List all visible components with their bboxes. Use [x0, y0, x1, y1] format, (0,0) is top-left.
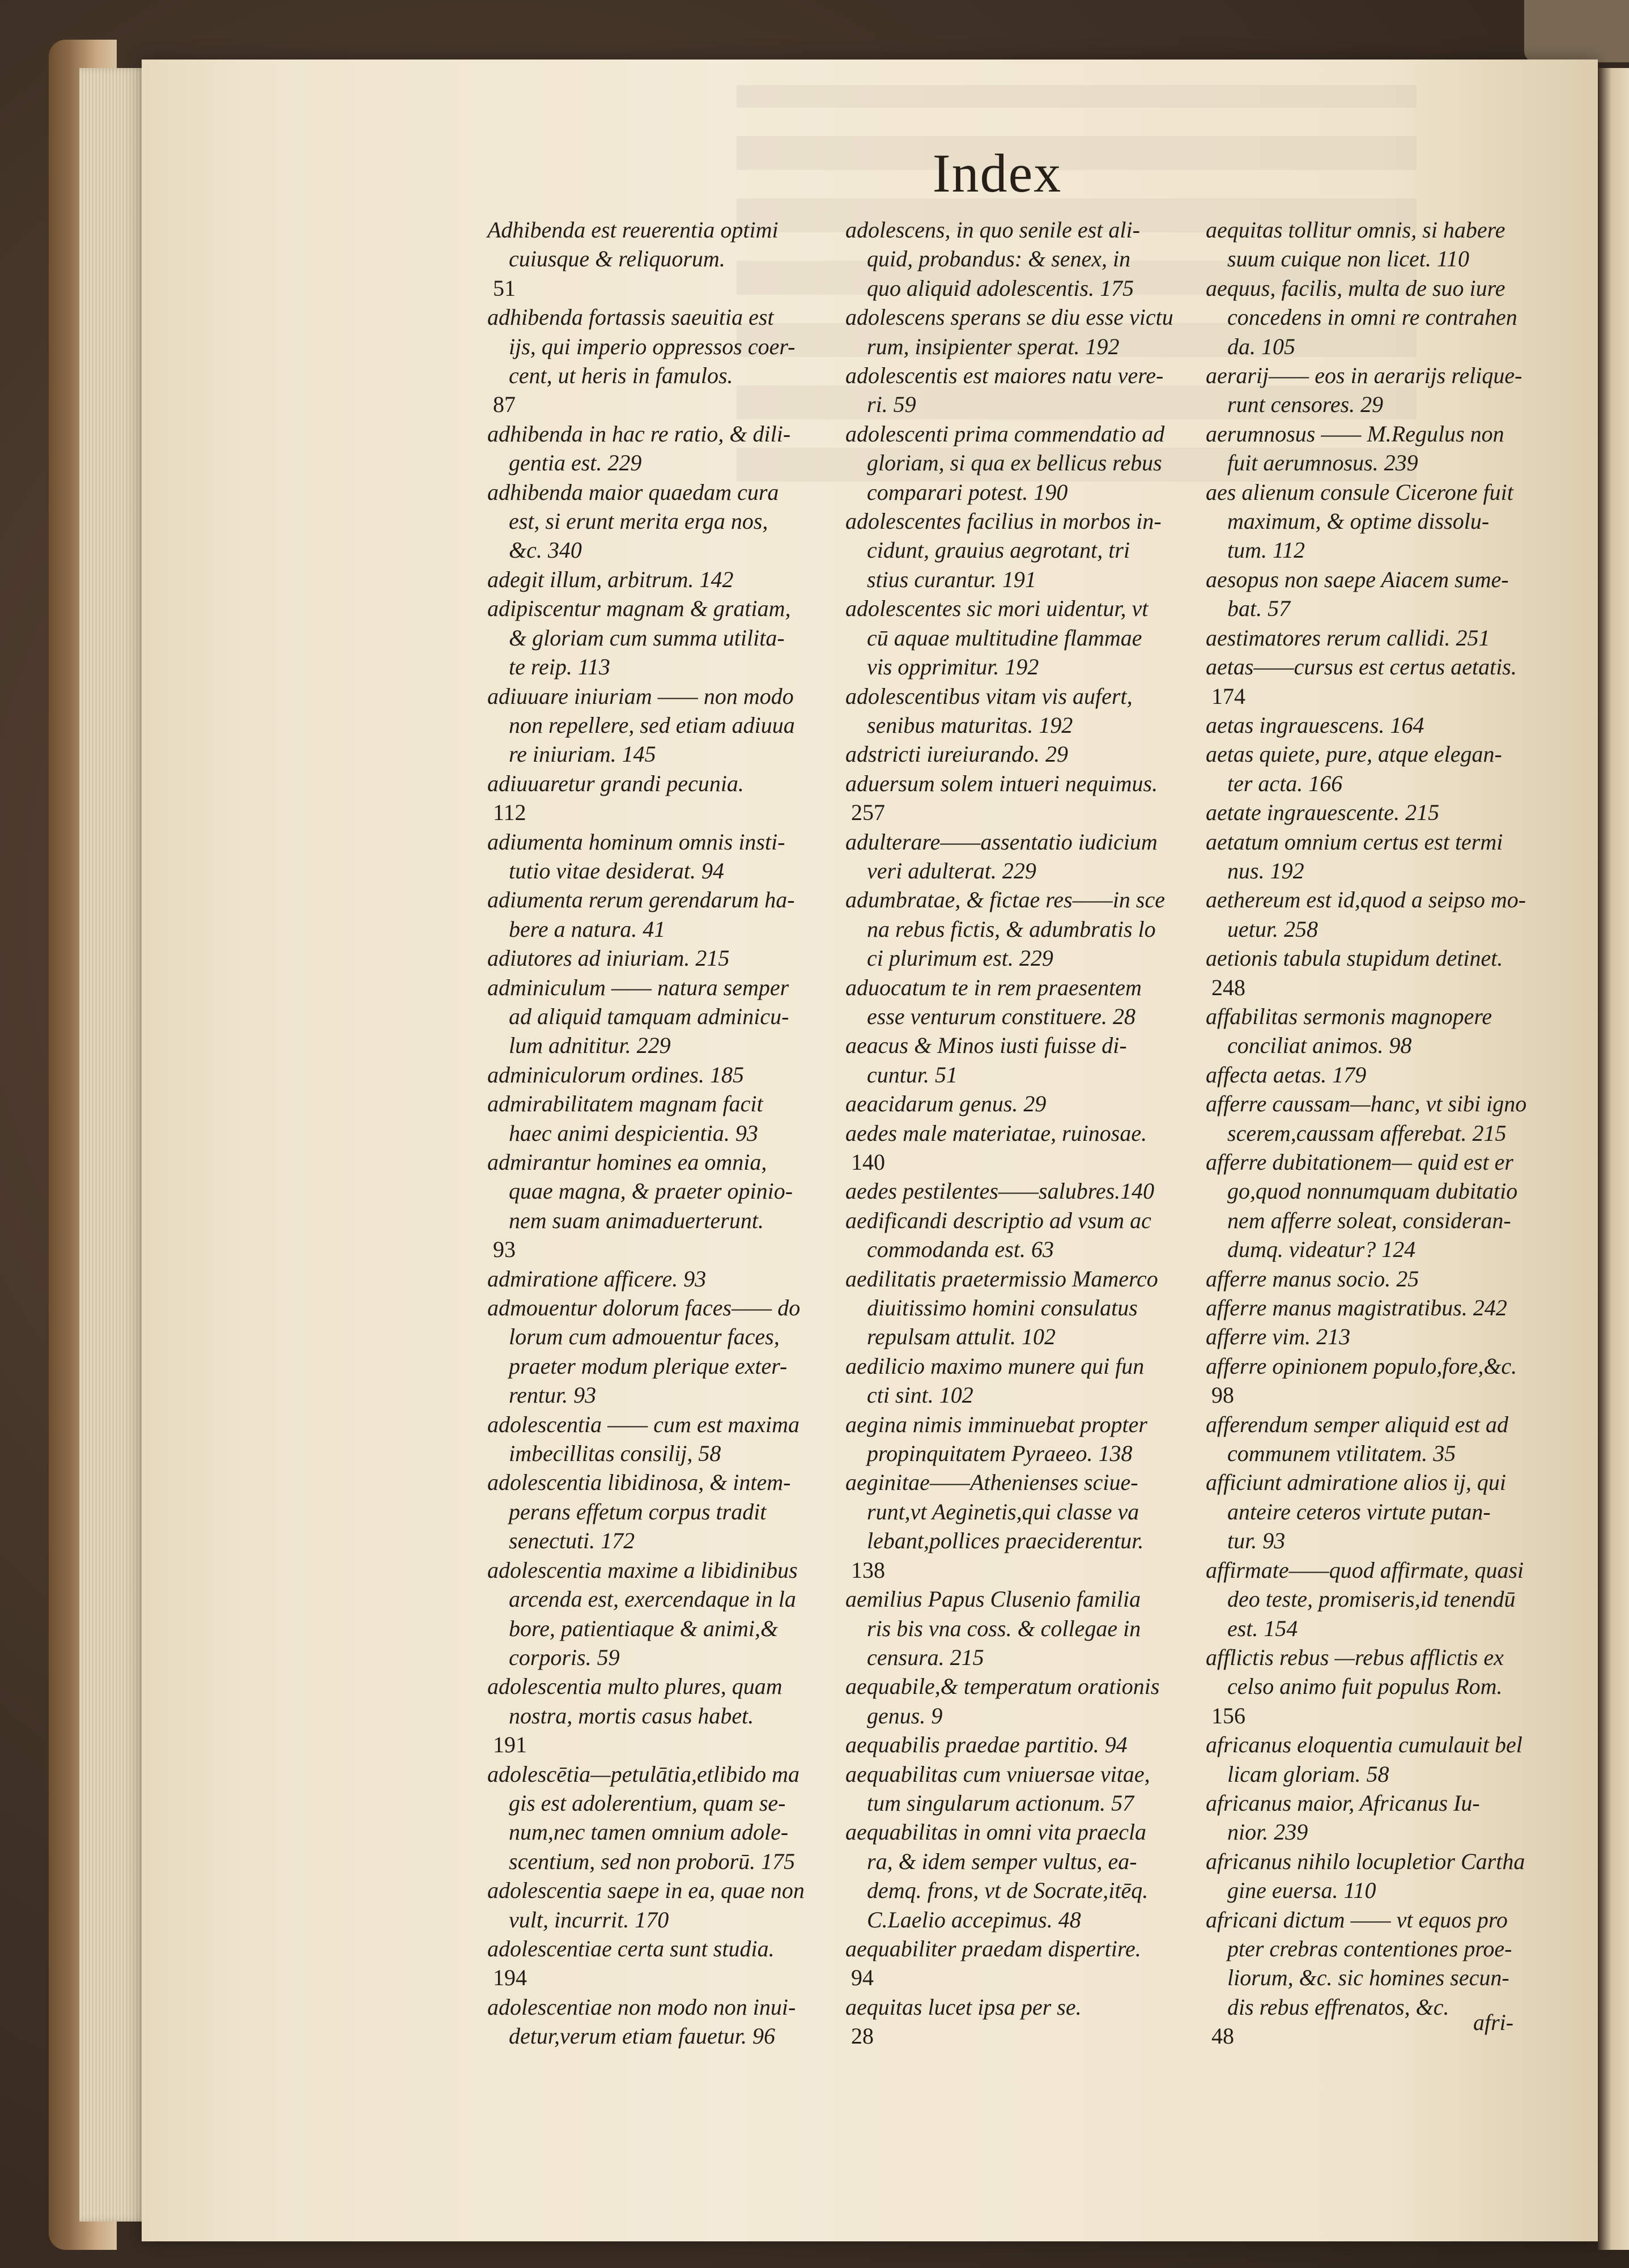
index-line: aequus, facilis, multa de suo iure: [1206, 275, 1505, 301]
index-line: adolescentia multo plures, quam: [487, 1674, 782, 1700]
facing-page-edge: [1598, 68, 1629, 2250]
index-line: re iniuriam. 145: [509, 741, 656, 767]
index-line: adolescens, in quo senile est ali-: [845, 217, 1140, 243]
index-line: aethereum est id,quod a seipso mo-: [1206, 887, 1526, 913]
index-line: rentur. 93: [509, 1382, 597, 1408]
index-line: cuiusque & reliquorum.: [509, 246, 725, 272]
index-line: cū aquae multitudine flammae: [867, 625, 1142, 651]
index-line: praeter modum plerique exter-: [509, 1353, 788, 1379]
index-line: aetas ingrauescens. 164: [1206, 712, 1424, 738]
index-line: 48: [1211, 2023, 1234, 2049]
index-line: admiratione afficere. 93: [487, 1265, 707, 1292]
index-line: admirabilitatem magnam facit: [487, 1091, 763, 1117]
index-line: licam gloriam. 58: [1227, 1761, 1389, 1787]
index-line: non repellere, sed etiam adiuua: [509, 712, 795, 738]
index-line: aequitas tollitur omnis, si habere: [1206, 217, 1505, 243]
index-line: cent, ut heris in famulos.: [509, 363, 733, 389]
index-line: stius curantur. 191: [867, 566, 1036, 592]
index-line: afferre dubitationem— quid est er: [1206, 1149, 1513, 1175]
index-line: tutio vitae desiderat. 94: [509, 857, 724, 884]
index-line: te reip. 113: [509, 654, 610, 680]
index-line: aetionis tabula stupidum detinet.: [1206, 945, 1503, 971]
index-line: aduocatum te in rem praesentem: [845, 974, 1142, 1000]
index-line: genus. 9: [867, 1702, 943, 1728]
index-line: aeacus & Minos iusti fuisse di-: [845, 1033, 1127, 1059]
index-line: africanus nihilo locupletior Cartha: [1206, 1848, 1525, 1874]
index-line: demq. frons, vt de Socrate,itēq.: [867, 1878, 1149, 1904]
index-line: 140: [851, 1149, 885, 1175]
index-line: conciliat animos. 98: [1227, 1033, 1412, 1059]
index-line: adulterare——assentatio iudicium: [845, 829, 1158, 855]
index-line: dumq. videatur? 124: [1227, 1237, 1416, 1263]
index-line: afferre vim. 213: [1206, 1324, 1351, 1350]
index-line: adumbratae, & fictae res——in sce: [845, 887, 1166, 913]
index-line: tur. 93: [1227, 1528, 1286, 1554]
index-line: esse venturum constituere. 28: [867, 1003, 1135, 1029]
index-line: & gloriam cum summa utilita-: [509, 625, 785, 651]
index-line: aemilius Papus Clusenio familia: [845, 1586, 1141, 1612]
index-line: quae magna, & praeter opinio-: [509, 1178, 793, 1204]
index-line: africanus maior, Africanus Iu-: [1206, 1790, 1480, 1816]
index-line: affabilitas sermonis magnopere: [1206, 1003, 1492, 1029]
index-line: affecta aetas. 179: [1206, 1061, 1367, 1088]
index-line: 94: [851, 1965, 874, 1991]
index-line: est, si erunt merita erga nos,: [509, 508, 768, 534]
index-line: aeginitae——Athenienses sciue-: [845, 1469, 1138, 1496]
index-line: 87: [493, 392, 516, 418]
index-line: liorum, &c. sic homines secun-: [1227, 1965, 1509, 1991]
index-line: ijs, qui imperio oppressos coer-: [509, 333, 796, 359]
index-line: lebant,pollices praeciderentur.: [867, 1528, 1144, 1554]
index-line: corporis. 59: [509, 1644, 620, 1670]
index-line: afflictis rebus —rebus afflictis ex: [1206, 1644, 1504, 1670]
index-line: repulsam attulit. 102: [867, 1324, 1056, 1350]
index-line: commodanda est. 63: [867, 1237, 1054, 1263]
index-line: rum, insipienter sperat. 192: [867, 333, 1120, 359]
index-line: adolescentes sic mori uidentur, vt: [845, 596, 1149, 622]
index-line: afferre manus socio. 25: [1206, 1265, 1419, 1292]
index-line: adolescentibus vitam vis aufert,: [845, 683, 1133, 709]
index-line: perans effetum corpus tradit: [509, 1498, 767, 1524]
index-line: maximum, & optime dissolu-: [1227, 508, 1490, 534]
index-line: 98: [1211, 1382, 1234, 1408]
index-line: gentia est. 229: [509, 450, 642, 476]
index-line: Adhibenda est reuerentia optimi: [487, 217, 779, 243]
index-line: aetas quiete, pure, atque elegan-: [1206, 741, 1502, 767]
index-line: 51: [493, 275, 516, 301]
index-line: adegit illum, arbitrum. 142: [487, 566, 734, 592]
index-line: nem suam animaduerterunt.: [509, 1207, 764, 1233]
index-line: nior. 239: [1227, 1819, 1308, 1845]
index-line: adolescentia maxime a libidinibus: [487, 1557, 798, 1583]
index-line: runt,vt Aeginetis,qui classe va: [867, 1498, 1139, 1524]
index-line: adolescentia saepe in ea, quae non: [487, 1878, 805, 1904]
index-line: ris bis vna coss. & collegae in: [867, 1615, 1141, 1641]
index-line: aes alienum consule Cicerone fuit: [1206, 479, 1513, 505]
index-line: aequabilitas cum vniuersae vitae,: [845, 1761, 1150, 1787]
index-line: aetas——cursus est certus aetatis.: [1206, 654, 1517, 680]
index-line: 174: [1211, 683, 1245, 709]
index-line: deo teste, promiseris,id tenendū: [1227, 1586, 1516, 1612]
book-clasp: [1524, 0, 1629, 62]
index-line: adolescentiae certa sunt studia.: [487, 1935, 775, 1961]
index-line: diuitissimo homini consulatus: [867, 1295, 1138, 1321]
index-line: gloriam, si qua ex bellicus rebus: [867, 450, 1162, 476]
index-column-1: [487, 215, 833, 2051]
index-line: bat. 57: [1227, 596, 1291, 622]
index-line: quid, probandus: & senex, in: [867, 246, 1131, 272]
index-column-3: [1206, 215, 1551, 2051]
index-line: lum adnititur. 229: [509, 1033, 671, 1059]
index-line: bore, patientiaque & animi,&: [509, 1615, 779, 1641]
index-line: aedes pestilentes——salubres.140: [845, 1178, 1155, 1204]
index-line: bere a natura. 41: [509, 916, 666, 942]
index-line: adolescentia libidinosa, & intem-: [487, 1469, 791, 1496]
index-line: adminiculorum ordines. 185: [487, 1061, 744, 1088]
index-line: detur,verum etiam fauetur. 96: [509, 2023, 775, 2049]
index-line: C.Laelio accepimus. 48: [867, 1906, 1081, 1933]
index-line: aequabilitas in omni vita praecla: [845, 1819, 1147, 1845]
index-line: cti sint. 102: [867, 1382, 973, 1408]
index-line: ad aliquid tamquam adminicu-: [509, 1003, 789, 1029]
index-line: cuntur. 51: [867, 1061, 958, 1088]
index-line: nus. 192: [1227, 857, 1304, 884]
index-line: imbecillitas consilij, 58: [509, 1441, 721, 1467]
index-line: gine euersa. 110: [1227, 1878, 1376, 1904]
index-line: num,nec tamen omnium adole-: [509, 1819, 789, 1845]
index-line: aetate ingrauescente. 215: [1206, 800, 1440, 826]
index-line: adhibenda fortassis saeuitia est: [487, 304, 774, 330]
index-line: communem vtilitatem. 35: [1227, 1441, 1456, 1467]
index-line: adhibenda in hac re ratio, & dili-: [487, 421, 791, 447]
page-edges: [79, 68, 147, 2222]
index-line: aequabile,& temperatum orationis: [845, 1674, 1160, 1700]
index-line: adolescenti prima commendatio ad: [845, 421, 1165, 447]
index-line: admirantur homines ea omnia,: [487, 1149, 767, 1175]
index-line: ter acta. 166: [1227, 770, 1343, 796]
catchword: afri-: [1473, 2010, 1514, 2035]
index-line: adiuuare iniuriam —— non modo: [487, 683, 794, 709]
index-line: aequabiliter praedam dispertire.: [845, 1935, 1141, 1961]
index-line: fuit aerumnosus. 239: [1227, 450, 1418, 476]
index-line: adstricti iureiurando. 29: [845, 741, 1068, 767]
index-line: tum singularum actionum. 57: [867, 1790, 1134, 1816]
index-line: runt censores. 29: [1227, 392, 1384, 418]
index-line: quo aliquid adolescentis. 175: [867, 275, 1134, 301]
index-line: dis rebus effrenatos, &c.: [1227, 1994, 1449, 2020]
index-line: 93: [493, 1237, 516, 1263]
index-line: haec animi despicientia. 93: [509, 1120, 758, 1146]
index-line: na rebus fictis, & adumbratis lo: [867, 916, 1156, 942]
index-line: adhibenda maior quaedam cura: [487, 479, 779, 505]
index-line: scerem,caussam afferebat. 215: [1227, 1120, 1507, 1146]
index-line: concedens in omni re contrahen: [1227, 304, 1517, 330]
index-line: 156: [1211, 1702, 1245, 1728]
index-line: adiutores ad iniuriam. 215: [487, 945, 730, 971]
index-line: afferendum semper aliquid est ad: [1206, 1411, 1509, 1437]
index-line: nostra, mortis casus habet.: [509, 1702, 754, 1728]
index-line: arcenda est, exercendaque in la: [509, 1586, 796, 1612]
index-line: adolescētia—petulātia,etlibido ma: [487, 1761, 800, 1787]
index-line: afficiunt admiratione alios ij, qui: [1206, 1469, 1506, 1496]
index-line: adiuuaretur grandi pecunia.: [487, 770, 744, 796]
index-line: anteire ceteros virtute putan-: [1227, 1498, 1491, 1524]
index-line: adolescentiae non modo non inui-: [487, 1994, 796, 2020]
index-line: 28: [851, 2023, 874, 2049]
index-line: aduersum solem intueri nequimus.: [845, 770, 1158, 796]
index-line: adiumenta rerum gerendarum ha-: [487, 887, 795, 913]
index-line: 112: [493, 800, 526, 826]
index-line: comparari potest. 190: [867, 479, 1068, 505]
index-line: aesopus non saepe Aiacem sume-: [1206, 566, 1509, 592]
index-line: adolescens sperans se diu esse victu: [845, 304, 1173, 330]
index-line: aequabilis praedae partitio. 94: [845, 1732, 1128, 1758]
index-line: uetur. 258: [1227, 916, 1318, 942]
index-line: 138: [851, 1557, 885, 1583]
index-line: veri adulterat. 229: [867, 857, 1036, 884]
index-line: aeacidarum genus. 29: [845, 1091, 1047, 1117]
index-line: ra, & idem semper vultus, ea-: [867, 1848, 1137, 1874]
index-line: est. 154: [1227, 1615, 1298, 1641]
index-line: afferre opinionem populo,fore,&c.: [1206, 1353, 1517, 1379]
index-line: aegina nimis imminuebat propter: [845, 1411, 1147, 1437]
index-line: 191: [493, 1732, 527, 1758]
index-line: go,quod nonnumquam dubitatio: [1227, 1178, 1518, 1204]
index-line: senectuti. 172: [509, 1528, 635, 1554]
index-line: da. 105: [1227, 333, 1295, 359]
index-line: aedilitatis praetermissio Mamerco: [845, 1265, 1158, 1292]
index-line: ci plurimum est. 229: [867, 945, 1053, 971]
index-line: afferre manus magistratibus. 242: [1206, 1295, 1507, 1321]
index-line: senibus maturitas. 192: [867, 712, 1073, 738]
index-line: admouentur dolorum faces—— do: [487, 1295, 801, 1321]
index-line: 257: [851, 800, 885, 826]
index-column-2: [845, 215, 1191, 2051]
index-line: aedes male materiatae, ruinosae.: [845, 1120, 1147, 1146]
index-line: adminiculum —— natura semper: [487, 974, 789, 1000]
index-line: scentium, sed non proborū. 175: [509, 1848, 796, 1874]
index-line: tum. 112: [1227, 537, 1305, 563]
index-line: suum cuique non licet. 110: [1227, 246, 1469, 272]
index-line: aerarij—— eos in aerarijs relique-: [1206, 363, 1522, 389]
index-line: aetatum omnium certus est termi: [1206, 829, 1503, 855]
page-title: Index: [932, 143, 1062, 203]
index-line: 248: [1211, 974, 1245, 1000]
index-line: aedificandi descriptio ad vsum ac: [845, 1207, 1151, 1233]
index-line: censura. 215: [867, 1644, 984, 1670]
index-line: afferre caussam—hanc, vt sibi igno: [1206, 1091, 1527, 1117]
index-line: affirmate——quod affirmate, quasi: [1206, 1557, 1524, 1583]
index-line: vis opprimitur. 192: [867, 654, 1039, 680]
index-line: aerumnosus —— M.Regulus non: [1206, 421, 1504, 447]
index-line: 194: [493, 1965, 527, 1991]
index-line: cidunt, grauius aegrotant, tri: [867, 537, 1130, 563]
index-line: adolescentis est maiores natu vere-: [845, 363, 1164, 389]
index-line: adipiscentur magnam & gratiam,: [487, 596, 791, 622]
index-line: gis est adolerentium, quam se-: [509, 1790, 786, 1816]
index-line: vult, incurrit. 170: [509, 1906, 669, 1933]
index-line: aestimatores rerum callidi. 251: [1206, 625, 1490, 651]
index-line: lorum cum admouentur faces,: [509, 1324, 780, 1350]
index-line: pter crebras contentiones proe-: [1227, 1935, 1512, 1961]
index-line: adolescentia —— cum est maxima: [487, 1411, 800, 1437]
index-line: propinquitatem Pyraeeo. 138: [867, 1441, 1133, 1467]
index-line: adolescentes facilius in morbos in-: [845, 508, 1162, 534]
index-line: adiumenta hominum omnis insti-: [487, 829, 785, 855]
index-line: africanus eloquentia cumulauit bel: [1206, 1732, 1522, 1758]
index-line: celso animo fuit populus Rom.: [1227, 1674, 1503, 1700]
index-line: aequitas lucet ipsa per se.: [845, 1994, 1082, 2020]
index-line: africani dictum —— vt equos pro: [1206, 1906, 1508, 1933]
index-line: ri. 59: [867, 392, 916, 418]
index-line: aedilicio maximo munere qui fun: [845, 1353, 1145, 1379]
index-line: &c. 340: [509, 537, 582, 563]
index-line: nem afferre soleat, consideran-: [1227, 1207, 1511, 1233]
